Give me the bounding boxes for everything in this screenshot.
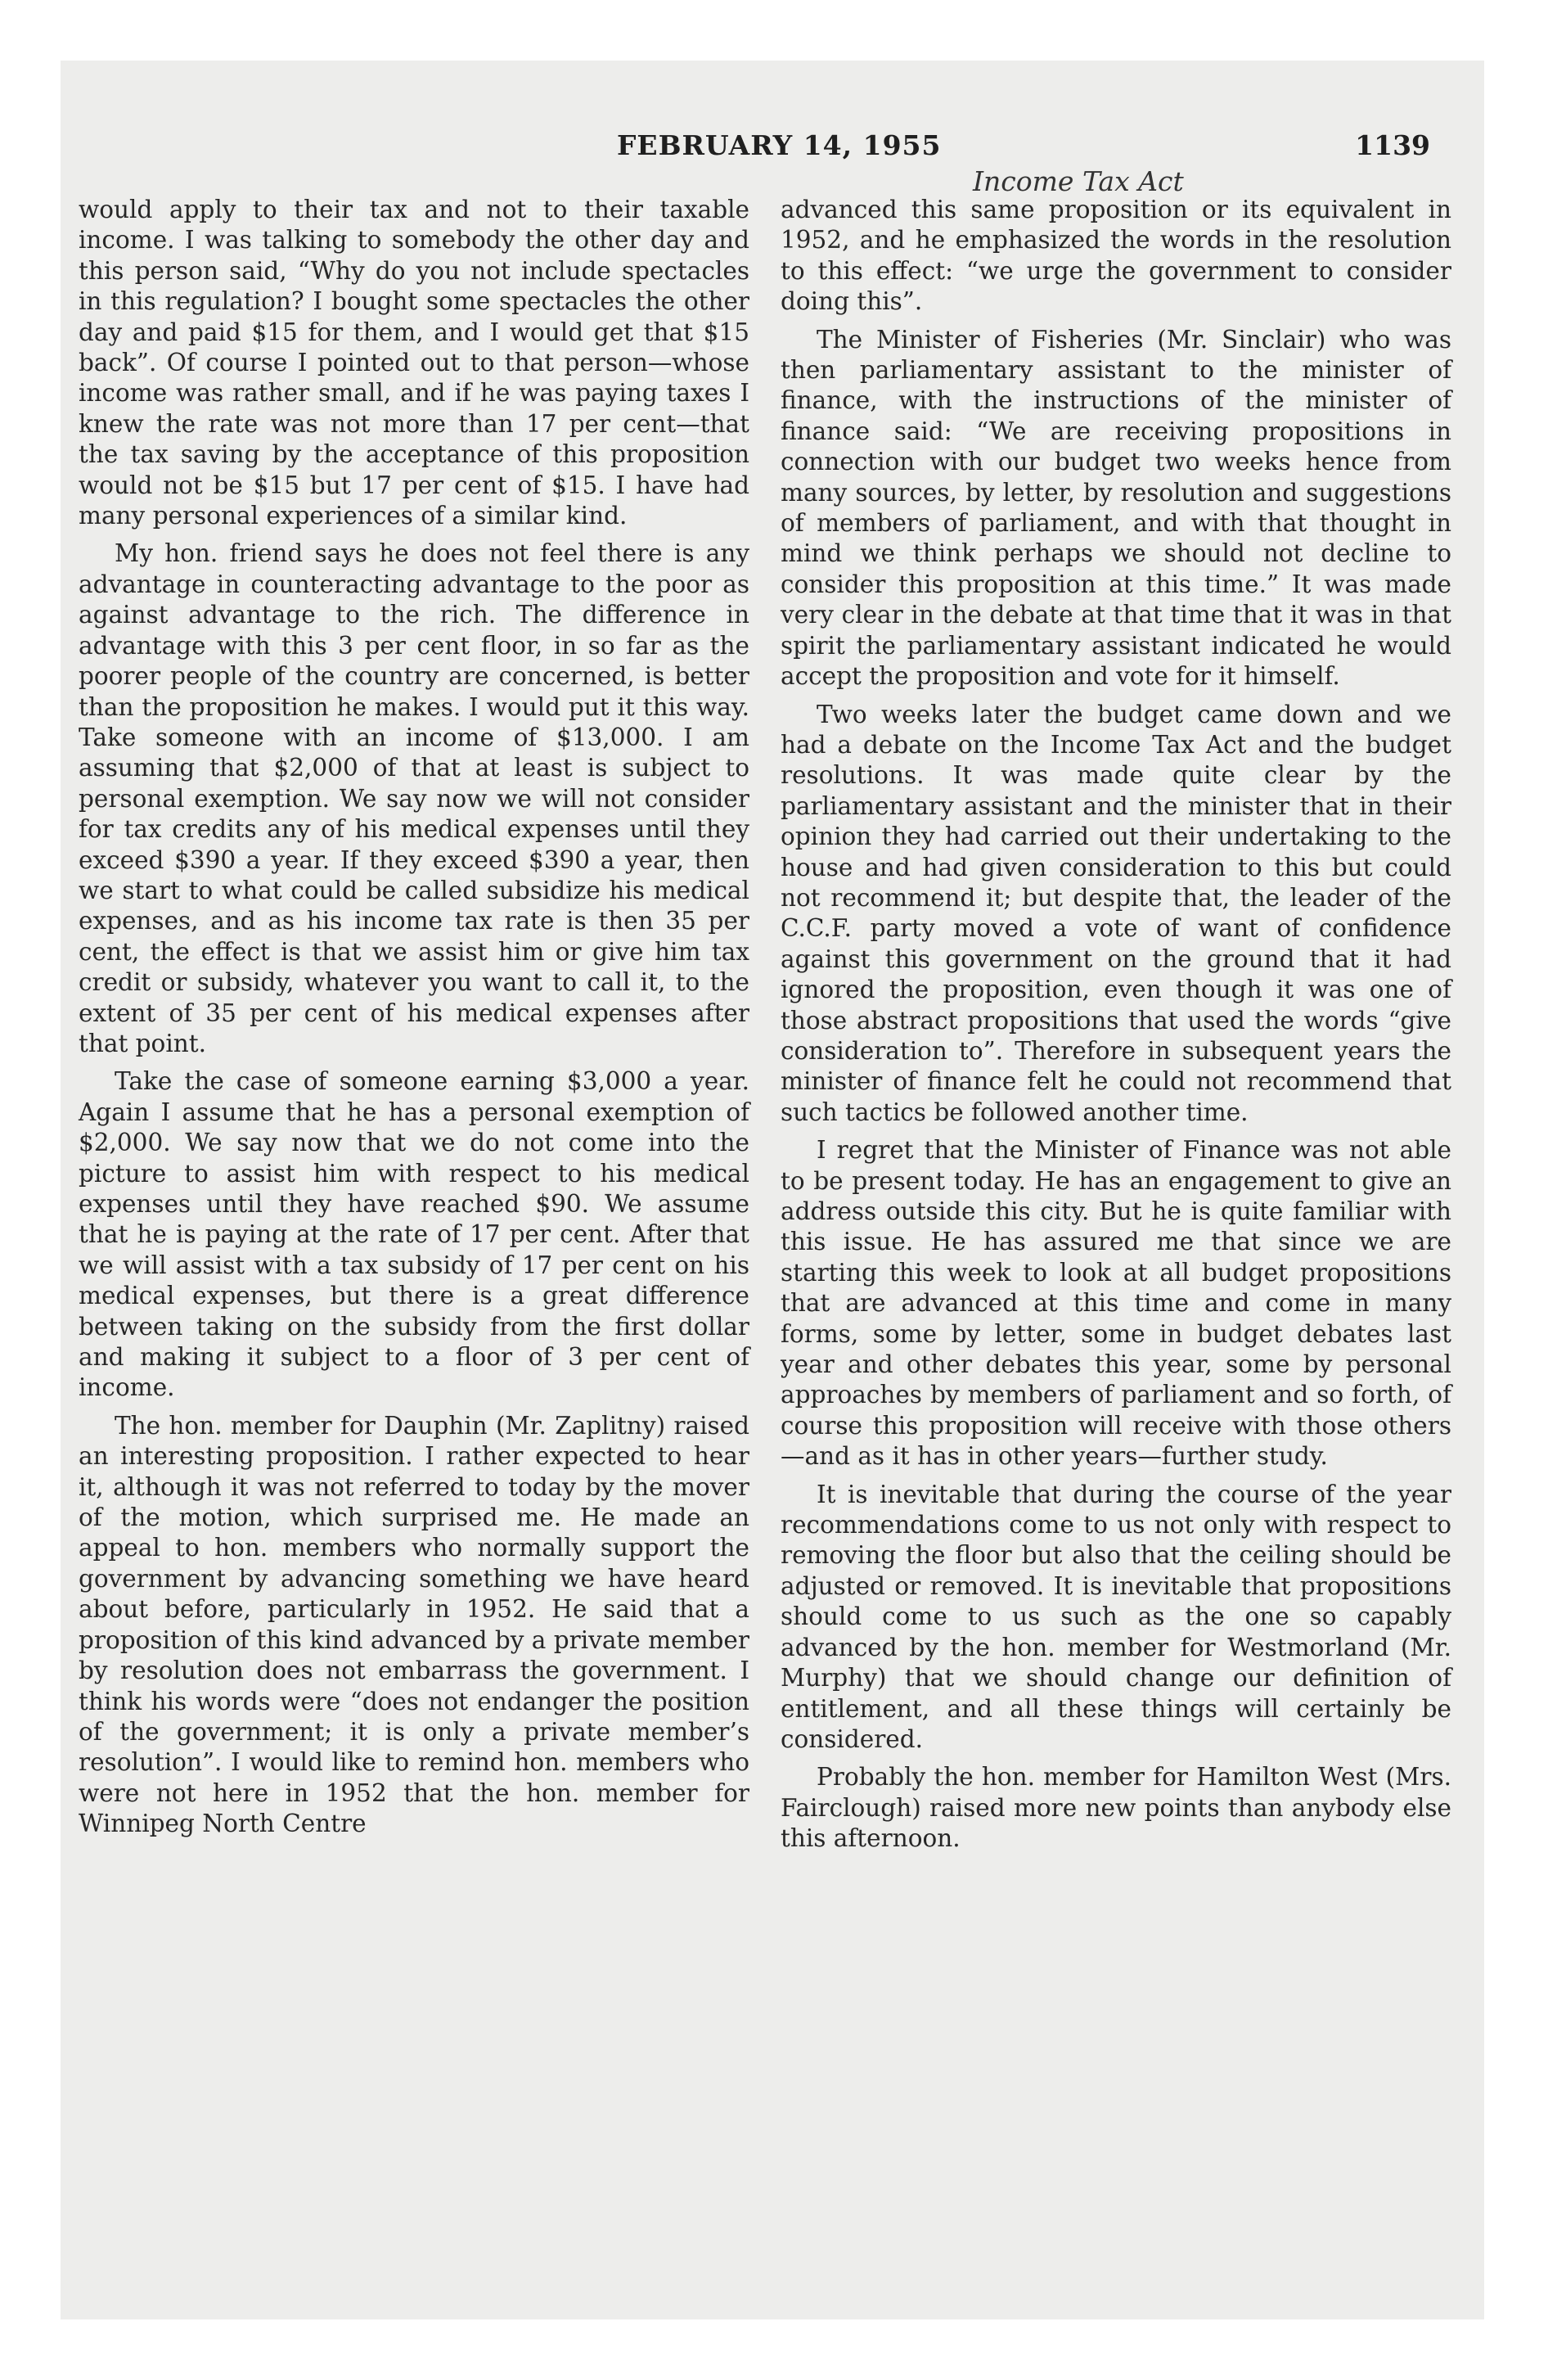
page-date: FEBRUARY 14, 1955 <box>617 129 942 161</box>
paragraph: Two weeks later the budget came down and we had a debate on the Income Tax Act and the budget resolutions. It was made quite clear by the parliamentary assistant and the minister that in their opinion they had carried out their undertaking to the house and had given consideration to this but could not recommend it; but despite that, the leader of the C.C.F. party moved a vote of want of confidence against this government on the ground that it had ignored the proposition, even though it was one of those abstract propositions that used the words “give consideration to”. Therefore in subsequent years the minister of finance felt he could not recommend that such tactics be followed another time. <box>781 700 1451 1126</box>
running-title: Income Tax Act <box>973 165 1184 197</box>
paragraph: would apply to their tax and not to their taxable income. I was talking to somebody the other day and this person said, “Why do you not include spectacles in this regulation? I bought some spectacles the other day and paid $15 for them, and I would get that $15 back”. Of course I pointed out to that person—whose income was rather small, and if he was paying taxes I knew the rate was not more than 17 per cent—that the tax saving by the acceptance of this proposition would not be $15 but 17 per cent of $15. I have had many personal experiences of a similar kind. <box>79 196 749 530</box>
paragraph: advanced this same proposition or its equivalent in 1952, and he emphasized the words in the resolution to this effect: “we urge the government to consider doing this”. <box>781 196 1451 316</box>
paragraph: I regret that the Minister of Finance was not able to be present today. He has an engagement to give an address outside this city. But he is quite familiar with this issue. He has assured me that since we are starting this week to look at all budget propositions that are advanced at this time and come in many forms, some by letter, some in budget debates last year and other debates this year, some by personal approaches by members of parliament and so forth, of course this proposition will receive with those others—and as it has in other years—further study. <box>781 1136 1451 1471</box>
right-column <box>781 195 1451 1862</box>
paragraph: It is inevitable that during the course of the year recommendations come to us not only with respect to removing the floor but also that the ceiling should be adjusted or removed. It is inevitable that propositions should come to us such as the one so capably advanced by the hon. member for Westmorland (Mr. Murphy) that we should change our definition of entitlement, and all these things will certainly be considered. <box>781 1480 1451 1753</box>
hansard-page <box>61 61 1484 2319</box>
page-header <box>61 129 1484 170</box>
page-number: 1139 <box>1355 129 1430 161</box>
paragraph: My hon. friend says he does not feel there is any advantage in counteracting advantage to the poor as against advantage to the rich. The difference in advantage with this 3 per cent floor, in so far as the poorer people of the country are concerned, is better than the proposition he makes. I would put it this way. Take someone with an income of $13,000. I am assuming that $2,000 of that at least is subject to personal exemption. We say now we will not consider for tax credits any of his medical expenses until they exceed $390 a year. If they exceed $390 a year, then we start to what could be called subsidize his medical expenses, and as his income tax rate is then 35 per cent, the effect is that we assist him or give him tax credit or subsidy, whatever you want to call it, to the extent of 35 per cent of his medical expenses after that point. <box>79 539 749 1057</box>
paragraph: Probably the hon. member for Hamilton West (Mrs. Fairclough) raised more new points than anybody else this afternoon. <box>781 1763 1451 1853</box>
paragraph: The Minister of Fisheries (Mr. Sinclair) who was then parliamentary assistant to the minister of finance, with the instructions of the minister of finance said: “We are receiving propositions in connection with our budget two weeks hence from many sources, by letter, by resolution and suggestions of members of parliament, and with that thought in mind we think perhaps we should not decline to consider this proposition at this time.” It was made very clear in the debate at that time that it was in that spirit the parliamentary assistant indicated he would accept the proposition and vote for it himself. <box>781 325 1451 691</box>
paragraph: The hon. member for Dauphin (Mr. Zaplitny) raised an interesting proposition. I rather expected to hear it, although it was not referred to today by the mover of the motion, which surprised me. He made an appeal to hon. members who normally support the government by advancing something we have heard about before, particularly in 1952. He said that a proposition of this kind advanced by a private member by resolution does not embarrass the government. I think his words were “does not endanger the position of the government; it is only a private member’s resolution”. I would like to remind hon. members who were not here in 1952 that the hon. member for Winnipeg North Centre <box>79 1411 749 1838</box>
paragraph: Take the case of someone earning $3,000 a year. Again I assume that he has a personal exemption of $2,000. We say now that we do not come into the picture to assist him with respect to his medical expenses until they have reached $90. We assume that he is paying at the rate of 17 per cent. After that we will assist with a tax subsidy of 17 per cent on his medical expenses, but there is a great difference between taking on the subsidy from the first dollar and making it subject to a floor of 3 per cent of income. <box>79 1067 749 1402</box>
left-column <box>79 195 749 1847</box>
